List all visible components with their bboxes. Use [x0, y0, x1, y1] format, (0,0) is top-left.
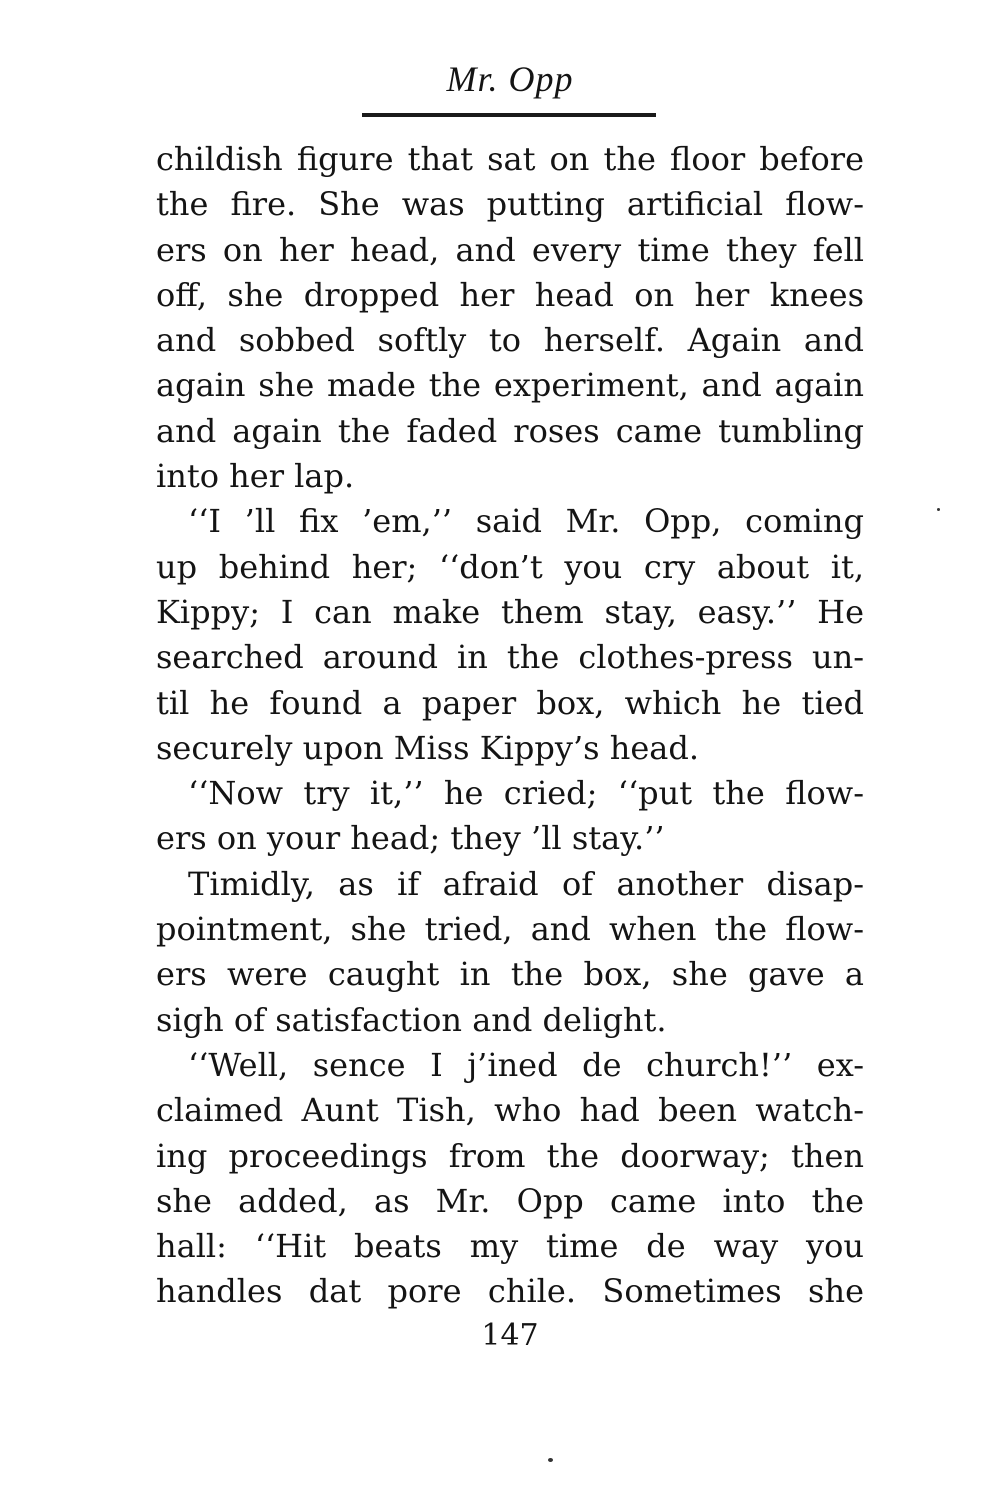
- scan-speck: [548, 1458, 553, 1462]
- text-line: ers on your head; they ’ll stay.’’: [156, 819, 665, 858]
- text-line: into her lap.: [156, 457, 355, 496]
- scan-speck: [937, 508, 940, 511]
- text-line: ers were caught in the box, she gave a: [156, 955, 864, 994]
- text-line: securely upon Miss Kippy’s head.: [156, 728, 699, 767]
- text-line: handles dat pore chile. Sometimes she: [156, 1272, 864, 1311]
- text-line: ing proceedings from the doorway; then: [156, 1136, 864, 1175]
- text-line: and sobbed softly to herself. Again and: [156, 321, 864, 360]
- text-line: and again the faded roses came tumbling: [156, 411, 864, 450]
- text-line: off, she dropped her head on her knees: [156, 275, 864, 314]
- text-line: Timidly, as if afraid of another disap-: [188, 864, 864, 903]
- text-line: til he found a paper box, which he tied: [156, 683, 864, 722]
- header-rule: [362, 113, 656, 117]
- text-line: again she made the experiment, and again: [156, 366, 864, 405]
- text-line: hall: ‘‘Hit beats my time de way you: [156, 1227, 864, 1266]
- text-line: she added, as Mr. Opp came into the: [156, 1181, 864, 1220]
- text-line: the fire. She was putting artificial flow-: [156, 185, 864, 224]
- text-line: up behind her; ‘‘don’t you cry about it,: [156, 547, 864, 586]
- text-line: ‘‘Well, sence I j’ined de church!’’ ex-: [188, 1045, 864, 1084]
- text-line: searched around in the clothes-press un-: [156, 638, 864, 677]
- text-line: claimed Aunt Tish, who had been watch-: [156, 1091, 864, 1130]
- body-text: [156, 137, 864, 1315]
- text-line: ‘‘Now try it,’’ he cried; ‘‘put the flow-: [188, 774, 864, 813]
- text-line: childish figure that sat on the floor before: [156, 140, 864, 178]
- text-line: Kippy; I can make them stay, easy.’’ He: [156, 592, 864, 631]
- text-line: pointment, she tried, and when the flow-: [156, 910, 864, 949]
- running-head: Mr. Opp: [446, 59, 574, 99]
- text-line: ‘‘I ’ll fix ’em,’’ said Mr. Opp, coming: [188, 502, 864, 541]
- text-line: ers on her head, and every time they fell: [156, 230, 864, 269]
- text-line: sigh of satisfaction and delight.: [156, 1000, 667, 1039]
- page-number: 147: [481, 1318, 539, 1353]
